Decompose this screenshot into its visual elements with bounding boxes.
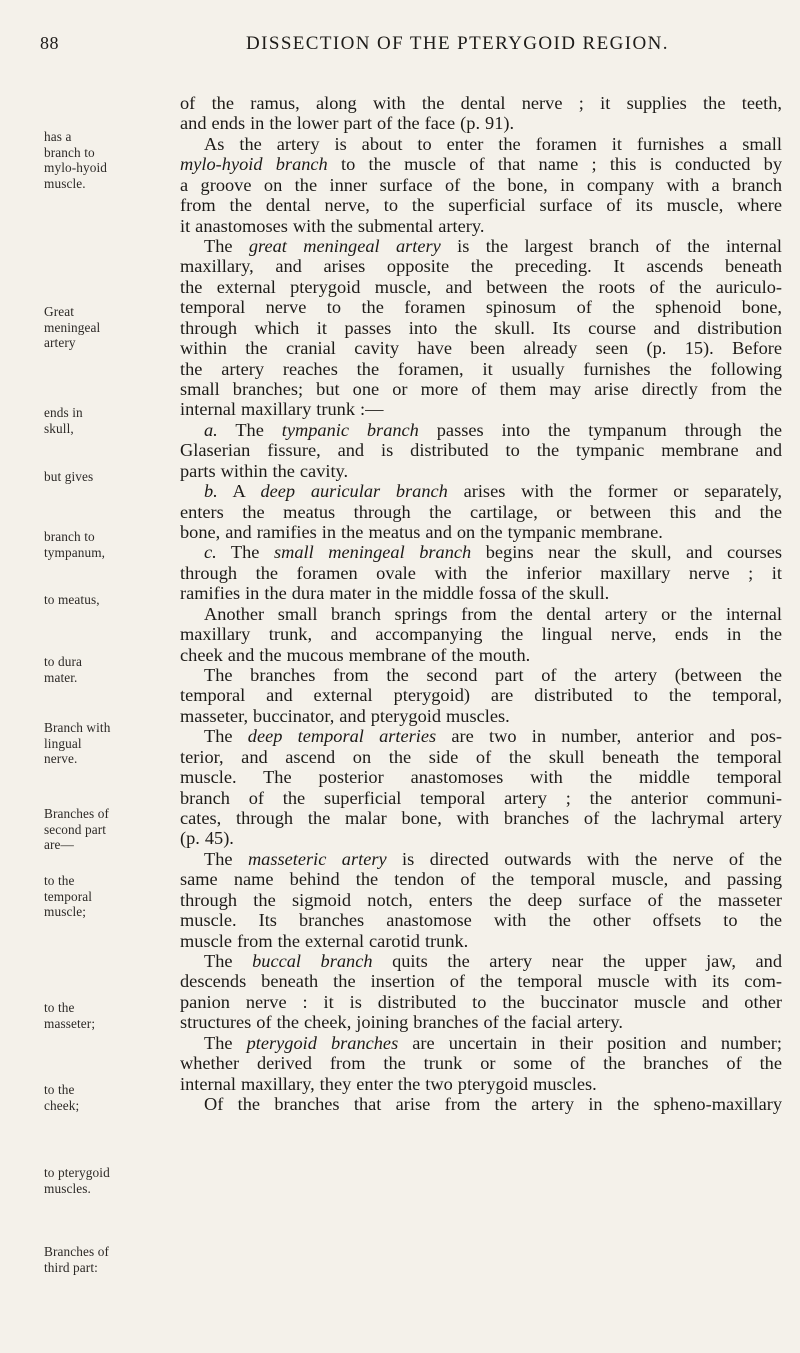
margin-note-line: Great — [44, 304, 75, 319]
text-line — [180, 787, 782, 809]
page-number: 88 — [40, 33, 59, 53]
text-line — [204, 541, 782, 563]
text-line — [180, 970, 782, 992]
margin-note-line: temporal — [44, 888, 93, 904]
margin-note-line: are— — [44, 837, 74, 852]
text-run: quits the artery near the upper jaw, and — [372, 951, 782, 971]
text-line — [180, 194, 782, 216]
text-line — [180, 1011, 782, 1033]
margin-note — [44, 1165, 184, 1196]
text-run: parts within the cavity. — [180, 461, 349, 481]
text-line — [180, 174, 782, 196]
text-run: of the ramus, along with the dental nerve ; it supplies the teeth, — [180, 93, 782, 113]
margin-note — [44, 405, 184, 436]
text-run: (p. 45). — [180, 828, 234, 848]
text-run: The — [204, 726, 248, 746]
text-run: through the foramen ovale with the inferior maxillary nerve ; it — [180, 563, 782, 583]
text-run: masseter, buccinator, and pterygoid muscles. — [180, 706, 510, 726]
text-line — [204, 133, 782, 155]
text-run: descends beneath the insertion of the temporal muscle with its com- — [180, 971, 782, 991]
margin-note — [44, 592, 184, 608]
text-line — [180, 337, 782, 359]
text-run: Another small branch springs from the dental artery or the internal — [204, 604, 782, 624]
text-run: The — [217, 420, 282, 440]
text-run: The — [204, 951, 253, 971]
text-line — [204, 1093, 782, 1115]
margin-note-line: Branch with — [44, 720, 111, 735]
text-line — [180, 501, 782, 523]
margin-note — [44, 469, 184, 485]
text-line — [180, 644, 782, 666]
italic-term: b. — [204, 481, 218, 501]
text-run: As the artery is about to enter the foramen it furnishes a small — [204, 134, 782, 154]
italic-term: deep temporal arteries — [247, 726, 437, 746]
text-line — [180, 582, 782, 604]
text-run: same name behind the tendon of the temporal muscle, and passing — [180, 869, 782, 889]
margin-note-line: to meatus, — [44, 592, 100, 607]
italic-term: buccal branch — [252, 951, 373, 971]
text-run: through which it passes into the skull. Its course and distribution — [180, 318, 782, 338]
text-run: maxillary trunk, and accompanying the lingual nerve, ends in the — [180, 624, 782, 644]
margin-note — [44, 529, 184, 560]
text-line — [180, 439, 782, 461]
text-line — [180, 684, 782, 706]
text-line — [204, 419, 782, 441]
text-line — [180, 807, 782, 829]
text-line — [180, 909, 782, 931]
text-run: within the cranial cavity have been already seen (p. 15). Before — [180, 338, 782, 358]
margin-note-line: artery — [44, 335, 76, 350]
margin-note-line: to the — [44, 873, 75, 888]
text-line — [180, 1073, 782, 1095]
margin-note — [44, 304, 184, 351]
text-run: internal maxillary, they enter the two pterygoid muscles. — [180, 1074, 597, 1094]
text-line — [180, 562, 782, 584]
text-run: The — [204, 849, 248, 869]
margin-note-line: mater. — [44, 669, 78, 685]
text-run: structures of the cheek, joining branches of the facial artery. — [180, 1012, 623, 1032]
italic-term: mylo-hyoid branch — [180, 154, 328, 174]
margin-note — [44, 129, 184, 191]
italic-term: a. — [204, 420, 218, 440]
margin-note-line: masseter; — [44, 1015, 96, 1031]
text-line — [180, 930, 782, 952]
text-line — [180, 215, 782, 237]
text-run: The — [216, 542, 274, 562]
margin-note — [44, 1244, 184, 1275]
margin-note-line: second part — [44, 821, 107, 837]
text-run: passes into the tympanum through the — [418, 420, 782, 440]
margin-note-line: Branches of — [44, 806, 109, 821]
text-run: A — [217, 481, 261, 501]
text-line — [204, 950, 782, 972]
margin-note-line: skull, — [44, 420, 74, 436]
margin-note-line: but gives — [44, 469, 94, 484]
text-run: are two in number, anterior and pos- — [436, 726, 782, 746]
margin-note-line: to dura — [44, 654, 82, 669]
text-run: a groove on the inner surface of the bone, in company with a branch — [180, 175, 782, 195]
text-run: muscle. The posterior anastomoses with the middle temporal — [180, 767, 782, 787]
text-run: is the largest branch of the internal — [440, 236, 782, 256]
text-run: temporal and external pterygoid) are distributed to the temporal, — [180, 685, 782, 705]
margin-note-line: tympanum, — [44, 544, 106, 560]
text-run: terior, and ascend on the side of the skull beneath the temporal — [180, 747, 782, 767]
italic-term: pterygoid branches — [246, 1033, 399, 1053]
margin-note-line: third part: — [44, 1259, 98, 1275]
margin-note — [44, 654, 184, 685]
italic-term: great meningeal artery — [248, 236, 441, 256]
margin-note-line: ends in — [44, 405, 83, 420]
text-run: branch of the superficial temporal artery ; the anterior communi- — [180, 788, 782, 808]
text-run: enters the meatus through the cartilage, or between this and the — [180, 502, 782, 522]
margin-note-line: to the — [44, 1082, 75, 1097]
text-run: ramifies in the dura mater in the middle fossa of the skull. — [180, 583, 610, 603]
text-run: from the dental nerve, to the superficial surface of its muscle, where — [180, 195, 782, 215]
text-line — [180, 705, 782, 727]
text-line — [180, 296, 782, 318]
text-line — [180, 991, 782, 1013]
margin-note-line: muscle. — [44, 175, 86, 191]
italic-term: masseteric artery — [247, 849, 387, 869]
text-run: Glaserian fissure, and is distributed to the tympanic membrane and — [180, 440, 782, 460]
margin-note-line: cheek; — [44, 1097, 80, 1113]
text-line — [180, 623, 782, 645]
text-run: whether derived from the trunk or some of the branches of the — [180, 1053, 782, 1073]
text-run: cates, through the malar bone, with branches of the lachrymal artery — [180, 808, 782, 828]
text-run: internal maxillary trunk :— — [180, 399, 384, 419]
text-line — [180, 276, 782, 298]
text-line — [204, 1032, 782, 1054]
margin-note-line: meningeal — [44, 319, 101, 335]
italic-term: tympanic branch — [281, 420, 419, 440]
margin-note-line: to the — [44, 1000, 75, 1015]
margin-note — [44, 806, 184, 853]
page-header — [0, 33, 800, 59]
text-line — [180, 746, 782, 768]
text-run: The branches from the second part of the artery (between the — [204, 665, 782, 685]
text-run: the external pterygoid muscle, and between the roots of the auriculo- — [180, 277, 782, 297]
margin-note-line: to pterygoid — [44, 1165, 110, 1180]
text-run: The — [204, 1033, 247, 1053]
text-run: temporal nerve to the foramen spinosum of the sphenoid bone, — [180, 297, 782, 317]
margin-note-line: has a — [44, 129, 72, 144]
margin-note-line: nerve. — [44, 751, 78, 766]
text-run: small branches; but one or more of them may arise directly from the — [180, 379, 782, 399]
text-line — [204, 480, 782, 502]
text-line — [204, 848, 782, 870]
text-run: panion nerve : it is distributed to the buccinator muscle and other — [180, 992, 782, 1012]
running-head: DISSECTION OF THE PTERYGOID REGION. — [246, 33, 669, 54]
text-line — [180, 358, 782, 380]
text-line — [204, 235, 782, 257]
text-run: are uncertain in their position and number; — [398, 1033, 782, 1053]
text-run: Of the branches that arise from the artery in the spheno-maxillary — [204, 1094, 782, 1114]
text-line — [180, 398, 782, 420]
margin-note — [44, 720, 184, 767]
text-line — [204, 725, 782, 747]
text-line — [180, 521, 782, 543]
italic-term: deep auricular branch — [260, 481, 448, 501]
text-run: the artery reaches the foramen, it usually furnishes the following — [180, 359, 782, 379]
text-run: arises with the former or separately, — [447, 481, 782, 501]
text-run: is directed outwards with the nerve of the — [386, 849, 782, 869]
text-line — [204, 664, 782, 686]
text-line — [204, 603, 782, 625]
text-line — [180, 378, 782, 400]
margin-note-line: branch to — [44, 144, 95, 160]
italic-term: small meningeal branch — [273, 542, 472, 562]
body-text — [180, 92, 782, 1114]
text-run: begins near the skull, and courses — [471, 542, 782, 562]
margin-note-line: muscle; — [44, 904, 87, 919]
text-run: it anastomoses with the submental artery. — [180, 216, 485, 236]
margin-note — [44, 1082, 184, 1113]
italic-term: c. — [204, 542, 217, 562]
text-run: through the sigmoid notch, enters the deep surface of the masseter — [180, 890, 782, 910]
text-run: bone, and ramifies in the meatus and on the tympanic membrane. — [180, 522, 663, 542]
margin-note — [44, 873, 184, 920]
text-line — [180, 92, 782, 114]
text-line — [180, 153, 782, 175]
margin-note-line: lingual — [44, 735, 82, 751]
margin-note-line: muscles. — [44, 1180, 91, 1196]
text-run: muscle from the external carotid trunk. — [180, 931, 469, 951]
text-line — [180, 766, 782, 788]
text-line — [180, 112, 782, 134]
text-line — [180, 317, 782, 339]
text-run: maxillary, and arises opposite the preceding. It ascends beneath — [180, 256, 782, 276]
margin-note — [44, 1000, 184, 1031]
text-line — [180, 1052, 782, 1074]
text-run: muscle. Its branches anastomose with the other offsets to the — [180, 910, 782, 930]
margin-note-line: mylo-hyoid — [44, 160, 108, 175]
text-line — [180, 460, 782, 482]
text-line — [180, 827, 782, 849]
margin-note-line: branch to — [44, 529, 95, 544]
text-run: cheek and the mucous membrane of the mouth. — [180, 645, 531, 665]
text-line — [180, 868, 782, 890]
text-run: The — [204, 236, 249, 256]
text-line — [180, 889, 782, 911]
text-line — [180, 255, 782, 277]
text-run: and ends in the lower part of the face (p. 91). — [180, 113, 515, 133]
margin-note-line: Branches of — [44, 1244, 109, 1259]
text-run: to the muscle of that name ; this is conducted by — [327, 154, 782, 174]
